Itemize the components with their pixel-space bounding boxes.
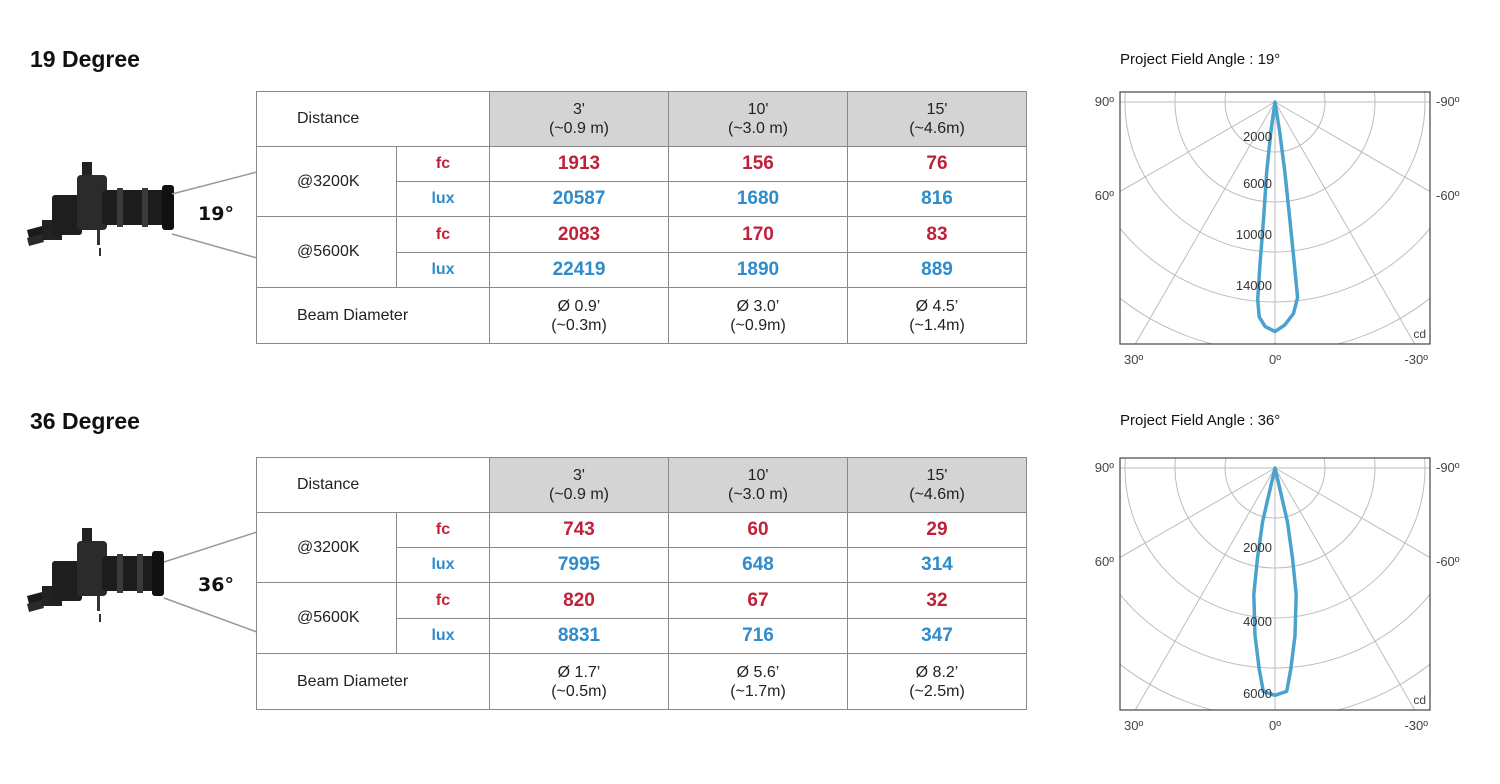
angle-label: 30º: [1124, 352, 1144, 367]
angle-label: 30º: [1124, 718, 1144, 733]
beam-angle-label: 19°: [198, 203, 234, 225]
angle-label: -60º: [1436, 188, 1460, 203]
unit-label: cd: [1413, 327, 1426, 341]
beam-diameter-value: Ø 3.0’ (~0.9m): [669, 288, 848, 344]
table-row: [257, 654, 1027, 710]
lux-value: 7995: [490, 548, 669, 583]
table-row: [257, 288, 1027, 344]
header-row: [257, 92, 1027, 147]
polar-diagram: [1080, 84, 1480, 384]
ring-label: 10000: [1235, 227, 1272, 242]
temp-label: @5600K: [257, 583, 397, 654]
distance-col: 15' (~4.6m): [848, 92, 1027, 147]
unit-lux: lux: [397, 253, 490, 288]
lux-value: 716: [669, 619, 848, 654]
fc-value: 83: [848, 217, 1027, 253]
polar-spoke: [1080, 468, 1275, 750]
ring-label: 2000: [1243, 129, 1272, 144]
temp-label: @3200K: [257, 513, 397, 583]
fixture-image: [22, 516, 272, 656]
ring-label: 4000: [1243, 614, 1272, 629]
distance-col: 10' (~3.0 m): [669, 458, 848, 513]
unit-fc: fc: [397, 217, 490, 253]
angle-label: 60º: [1094, 188, 1114, 203]
distance-label: Distance: [257, 92, 490, 147]
unit-lux: lux: [397, 548, 490, 583]
section-title: 36 Degree: [30, 408, 140, 434]
distance-col: 10' (~3.0 m): [669, 92, 848, 147]
fc-value: 29: [848, 513, 1027, 548]
header-row: [257, 458, 1027, 513]
fc-value: 60: [669, 513, 848, 548]
ring-label: 2000: [1243, 540, 1272, 555]
lux-value: 314: [848, 548, 1027, 583]
lux-value: 20587: [490, 182, 669, 217]
lux-value: 22419: [490, 253, 669, 288]
ring-label: 6000: [1243, 686, 1272, 701]
ring-label: 6000: [1243, 176, 1272, 191]
beam-diameter-value: Ø 0.9’ (~0.3m): [490, 288, 669, 344]
fc-value: 170: [669, 217, 848, 253]
lux-value: 1890: [669, 253, 848, 288]
fc-value: 67: [669, 583, 848, 619]
lux-value: 889: [848, 253, 1027, 288]
beam-angle-label: 36°: [198, 574, 234, 596]
table-row: [257, 513, 1027, 548]
angle-label: -30º: [1404, 352, 1428, 367]
unit-lux: lux: [397, 619, 490, 654]
angle-label: -30º: [1404, 718, 1428, 733]
beam-diameter-value: Ø 4.5’ (~1.4m): [848, 288, 1027, 344]
fc-value: 2083: [490, 217, 669, 253]
photometric-table: [256, 91, 1027, 344]
unit-lux: lux: [397, 182, 490, 217]
fixture-icon: [27, 528, 164, 622]
unit-label: cd: [1413, 693, 1426, 707]
fc-value: 820: [490, 583, 669, 619]
lux-value: 648: [669, 548, 848, 583]
unit-fc: fc: [397, 513, 490, 548]
angle-label: 90º: [1094, 460, 1114, 475]
angle-label: -60º: [1436, 554, 1460, 569]
fc-value: 76: [848, 147, 1027, 182]
distance-col: 3' (~0.9 m): [490, 92, 669, 147]
distance-label: Distance: [257, 458, 490, 513]
polar-diagram: [1080, 450, 1480, 750]
angle-label: -90º: [1436, 460, 1460, 475]
lux-value: 1680: [669, 182, 848, 217]
table-row: [257, 147, 1027, 182]
angle-label: 0º: [1269, 352, 1281, 367]
polar-spoke: [1275, 102, 1475, 384]
fixture-icon: [27, 162, 174, 256]
table-row: [257, 217, 1027, 253]
lux-value: 8831: [490, 619, 669, 654]
beam-diameter-label: Beam Diameter: [257, 288, 490, 344]
polar-title: Project Field Angle : 36°: [1120, 412, 1281, 429]
section-title: 19 Degree: [30, 46, 140, 72]
table-row: [257, 583, 1027, 619]
angle-label: -90º: [1436, 94, 1460, 109]
beam-diameter-value: Ø 8.2’ (~2.5m): [848, 654, 1027, 710]
beam-diameter-value: Ø 5.6’ (~1.7m): [669, 654, 848, 710]
polar-spoke: [1275, 468, 1475, 750]
distance-col: 15' (~4.6m): [848, 458, 1027, 513]
fc-value: 743: [490, 513, 669, 548]
fc-value: 32: [848, 583, 1027, 619]
unit-fc: fc: [397, 147, 490, 182]
angle-label: 0º: [1269, 718, 1281, 733]
photometric-table: [256, 457, 1027, 710]
temp-label: @3200K: [257, 147, 397, 217]
polar-title: Project Field Angle : 19°: [1120, 51, 1281, 68]
angle-label: 90º: [1094, 94, 1114, 109]
beam-diameter-label: Beam Diameter: [257, 654, 490, 710]
distance-col: 3' (~0.9 m): [490, 458, 669, 513]
beam-diameter-value: Ø 1.7’ (~0.5m): [490, 654, 669, 710]
temp-label: @5600K: [257, 217, 397, 288]
fc-value: 156: [669, 147, 848, 182]
unit-fc: fc: [397, 583, 490, 619]
ring-label: 14000: [1235, 278, 1272, 293]
lux-value: 347: [848, 619, 1027, 654]
angle-label: 60º: [1094, 554, 1114, 569]
lux-value: 816: [848, 182, 1027, 217]
fixture-image: [22, 150, 272, 290]
fc-value: 1913: [490, 147, 669, 182]
polar-spoke: [1080, 102, 1275, 384]
